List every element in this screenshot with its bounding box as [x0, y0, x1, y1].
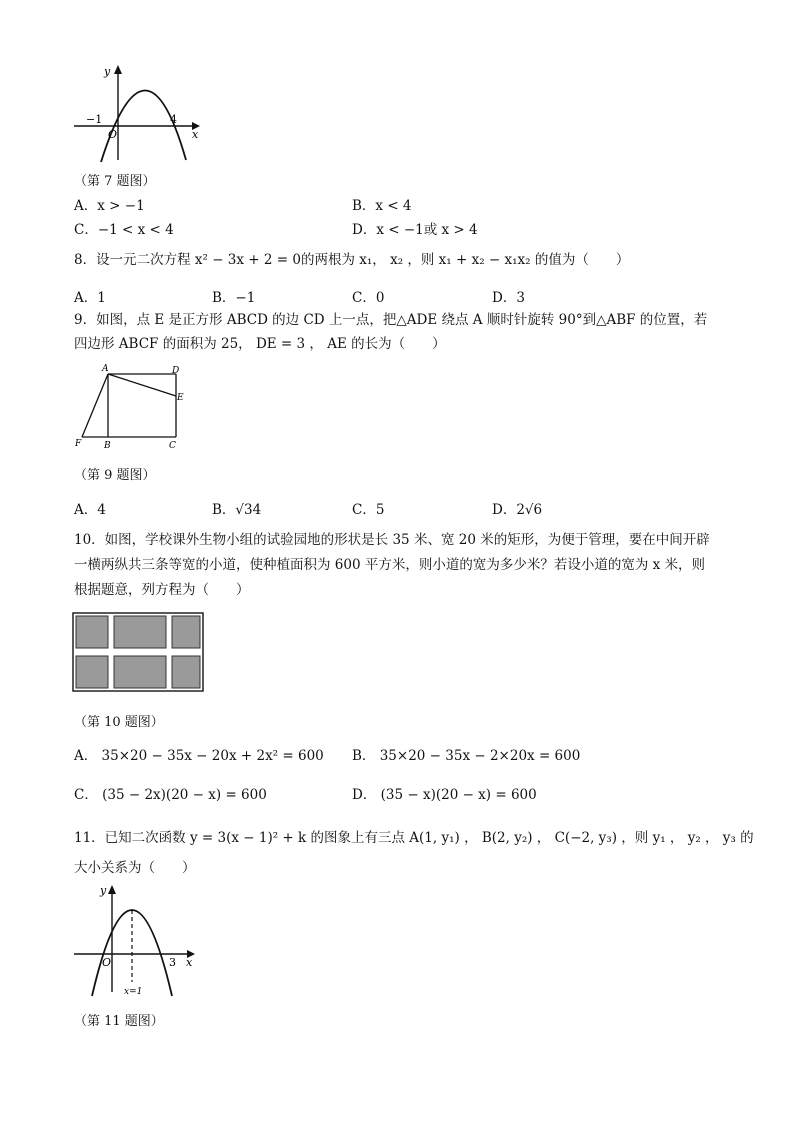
q10-stem-line2: 一横两纵共三条等宽的小道，使种植面积为 600 平方米，则小道的宽为多少米？若设小道的宽为 x 米，则	[74, 557, 706, 573]
fig7-four-label: 4	[170, 113, 177, 126]
q11-stem-line1: 11．已知二次函数 y = 3(x − 1)² + k 的图象上有三点 A(1, y₁) ， B(2, y₂) ， C(−2, y₃) ，则 y₁ ， y₂ ， y₃ 的	[74, 830, 754, 846]
fig11-axis-label: x=1	[124, 987, 143, 997]
fig7-caption: （第 7 题图）	[74, 174, 156, 189]
fig11-caption: （第 11 题图）	[74, 1014, 164, 1029]
q10-stem-line3: 根据题意，列方程为（ ）	[74, 582, 250, 598]
fig7-neg1-label: −1	[86, 113, 103, 126]
figure-10	[72, 612, 204, 692]
q9-option-b: B．√34	[212, 502, 262, 518]
fig9-label-e: E	[177, 393, 184, 403]
q8-stem: 8．设一元二次方程 x² − 3x + 2 = 0的两根为 x₁， x₂ ，则 x₁ + x₂ − x₁x₂ 的值为（ ）	[74, 252, 630, 268]
q7-option-a: A．x > −1	[74, 198, 145, 214]
fig9-label-c: C	[169, 441, 176, 451]
q9-option-d: D．2√6	[492, 502, 543, 518]
fig9-label-f: F	[75, 439, 82, 449]
fig11-three-label: 3	[169, 956, 176, 969]
q10-option-b: B． 35×20 − 35x − 2×20x = 600	[352, 748, 581, 764]
q10-stem-line1: 10．如图，学校课外生物小组的试验园地的形状是长 35 米、宽 20 米的矩形，为便于管理，要在中间开辟	[74, 532, 710, 548]
q10-option-c: C． (35 − 2x)(20 − x) = 600	[74, 787, 267, 803]
fig7-y-label: y	[104, 65, 111, 78]
q8-option-c: C．0	[352, 290, 385, 306]
q10-option-a: A． 35×20 − 35x − 20x + 2x² = 600	[74, 748, 324, 764]
figure-11	[70, 882, 200, 998]
q11-stem-line2: 大小关系为（ ）	[74, 860, 196, 876]
fig9-label-d: D	[172, 366, 180, 376]
q9-option-a: A．4	[74, 502, 106, 518]
q7-option-d: D．x < −1或 x > 4	[352, 222, 478, 238]
fig11-y-label: y	[100, 884, 107, 897]
fig11-origin-label: O	[102, 956, 112, 969]
q7-option-b: B．x < 4	[352, 198, 412, 214]
q8-option-b: B．−1	[212, 290, 256, 306]
q8-option-d: D．3	[492, 290, 525, 306]
fig7-origin-label: O	[108, 128, 118, 141]
q8-option-a: A．1	[74, 290, 106, 306]
fig9-label-b: B	[104, 441, 111, 451]
q9-stem-line1: 9．如图，点 E 是正方形 ABCD 的边 CD 上一点，把△ADE 绕点 A 顺时针旋转 90°到△ABF 的位置，若	[74, 312, 708, 328]
q10-option-d: D． (35 − x)(20 − x) = 600	[352, 787, 537, 803]
figure-7	[68, 60, 208, 165]
fig9-caption: （第 9 题图）	[74, 468, 156, 483]
q7-option-c: C．−1 < x < 4	[74, 222, 174, 238]
fig7-x-label: x	[192, 128, 199, 141]
fig10-caption: （第 10 题图）	[74, 715, 164, 730]
figure-9	[72, 362, 192, 452]
q9-option-c: C．5	[352, 502, 385, 518]
fig11-x-label: x	[186, 956, 193, 969]
q9-stem-line2: 四边形 ABCF 的面积为 25， DE = 3 ， AE 的长为（ ）	[74, 336, 446, 352]
fig9-label-a: A	[102, 364, 109, 374]
